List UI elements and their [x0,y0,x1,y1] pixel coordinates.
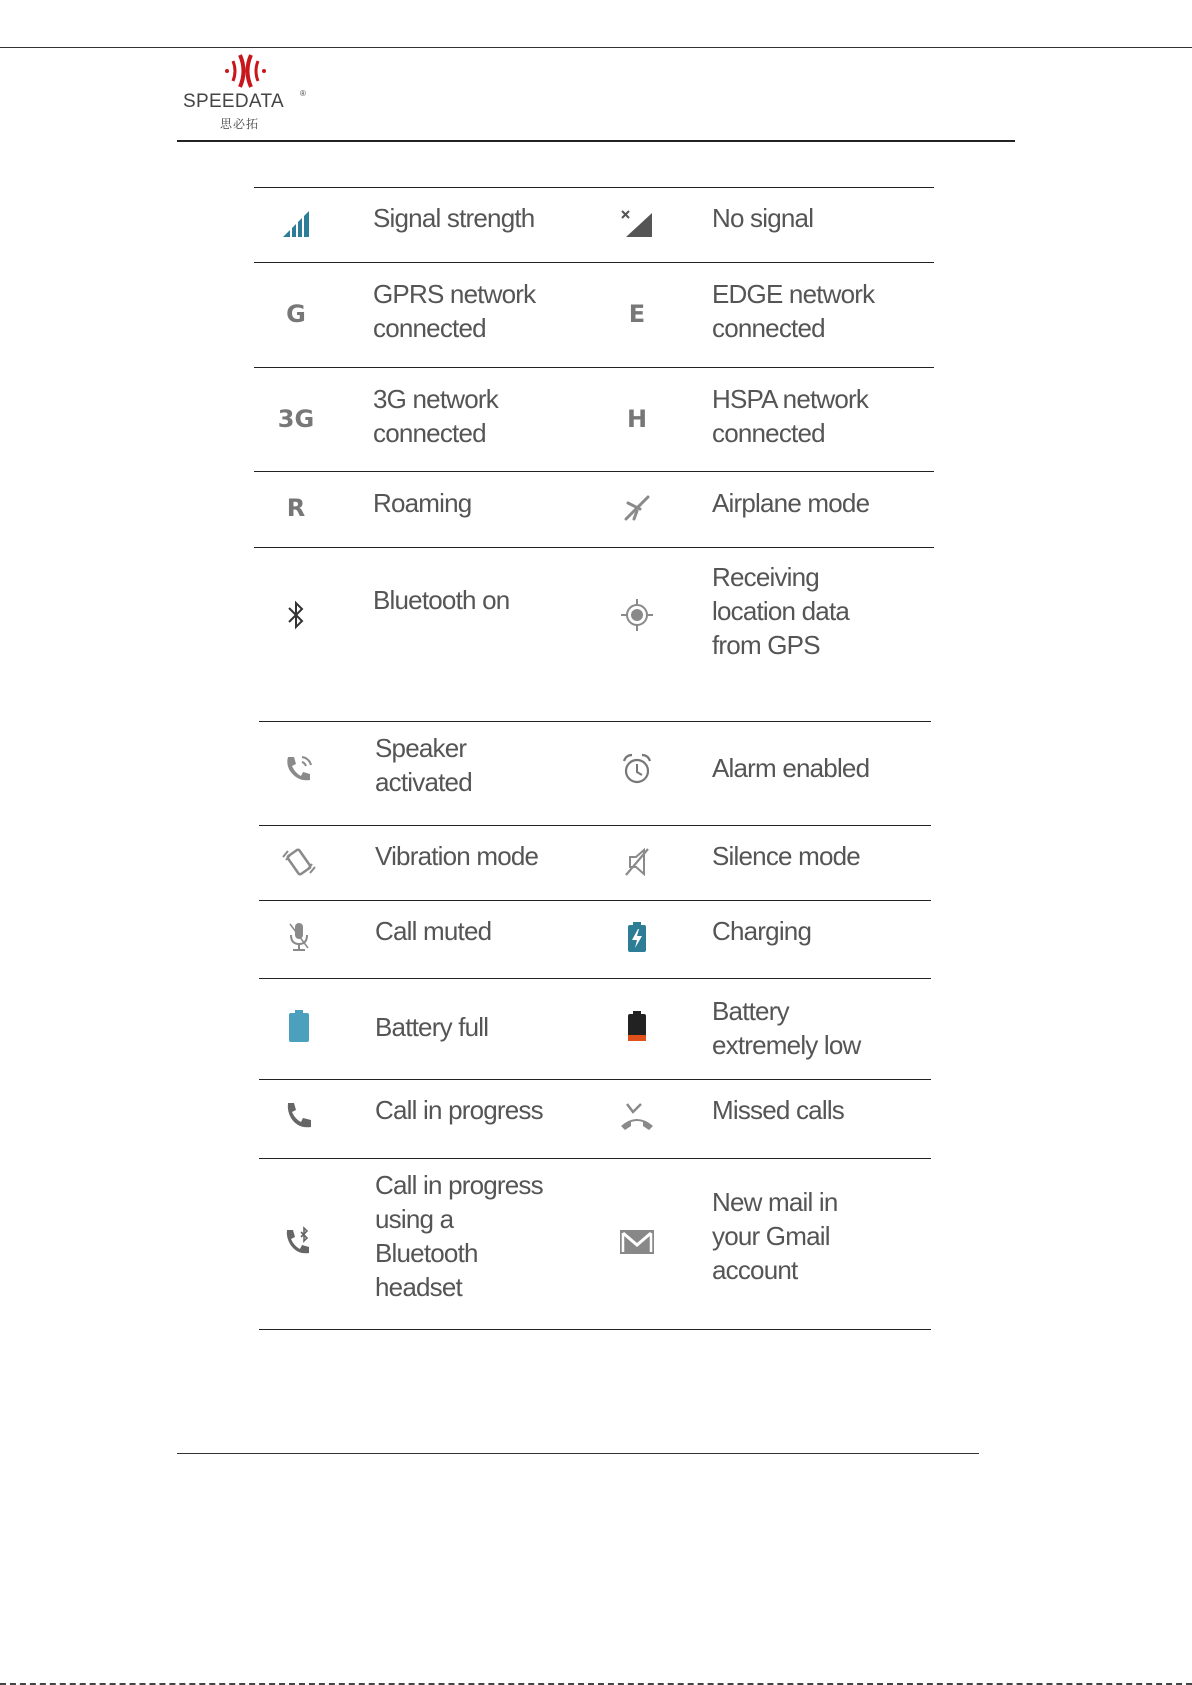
status-description-left [373,201,534,235]
status-description-right-line: HSPA network [712,384,869,414]
roaming-glyph: R [286,494,306,522]
table-row [259,900,931,979]
battery-full-icon [269,1001,329,1051]
status-description-right-line: connected [712,418,825,448]
edge-glyph: E [628,300,646,328]
status-description-right [712,1093,844,1127]
charging-icon [607,912,667,962]
status-description-left [375,1168,543,1304]
status-description-left [375,1093,543,1127]
status-description-left [375,1010,488,1044]
status-description-right-line: your Gmail [712,1221,830,1251]
status-description-left-line: Call muted [375,916,492,946]
status-description-left-line: Call in progress [375,1170,543,1200]
gps-icon [607,590,667,640]
status-description-right-line: New mail in [712,1187,838,1217]
status-description-right-line: account [712,1255,798,1285]
3g-icon [266,394,326,444]
signal-strength-icon [266,199,326,249]
status-description-right-line: Battery [712,996,789,1026]
status-description-right [712,839,860,873]
phone-call-icon [269,1091,329,1141]
gprs-icon [266,289,326,339]
status-description-left-line: Battery full [375,1012,489,1042]
status-description-right [712,201,813,235]
footer-rule [177,1453,979,1454]
status-description-right-line: Missed calls [712,1095,844,1125]
logo-name: SPEEDATA [183,91,284,112]
bluetooth-call-icon [269,1217,329,1267]
status-description-right-line: Charging [712,916,812,946]
status-description-right-line: from GPS [712,630,820,660]
status-description-left-line: Speaker [375,733,467,763]
hspa-icon [607,394,667,444]
status-description-right [712,382,868,450]
vibration-icon [269,837,329,887]
status-description-left-line: headset [375,1272,462,1302]
status-description-left-line: using a [375,1204,454,1234]
no-signal-icon [607,199,667,249]
status-description-right-line: Receiving [712,562,819,592]
battery-low-icon [607,1001,667,1051]
status-description-left-line: activated [375,767,472,797]
logo-registered-mark: ® [300,89,306,98]
status-description-right-line: location data [712,596,850,626]
bluetooth-icon [266,590,326,640]
status-description-right-line: extremely low [712,1030,861,1060]
status-description-right-line: Silence mode [712,841,860,871]
status-description-left-line: Roaming [373,488,472,518]
alarm-icon [607,744,667,794]
gmail-icon [607,1217,667,1267]
status-description-left [373,486,471,520]
status-description-left-line: connected [373,313,486,343]
status-description-right [712,486,869,520]
status-description-left-line: 3G network [373,384,498,414]
3g-glyph: 3G [277,405,315,433]
gprs-glyph: G [286,300,306,328]
status-description-right-line: Alarm enabled [712,753,870,783]
airplane-icon [607,483,667,533]
status-description-left [375,914,491,948]
status-description-left [375,731,472,799]
status-description-left [373,583,509,617]
status-description-right-line: connected [712,313,825,343]
status-description-right [712,914,811,948]
status-description-left-line: Signal strength [373,203,535,233]
status-description-left-line: Vibration mode [375,841,539,871]
status-description-right [712,751,869,785]
status-description-right [712,1185,838,1287]
roaming-icon [266,483,326,533]
status-description-left-line: Bluetooth [375,1238,478,1268]
status-description-right [712,277,874,345]
edge-icon [607,289,667,339]
status-description-left [373,382,498,450]
status-description-left-line: connected [373,418,486,448]
status-description-left-line: Bluetooth on [373,585,510,615]
hspa-glyph: H [626,405,648,433]
status-description-right [712,560,849,662]
status-description-left-line: GPRS network [373,279,536,309]
logo-chinese-name: 思必拓 [220,117,260,131]
status-description-left [373,277,535,345]
speaker-call-icon [269,744,329,794]
missed-call-icon [607,1091,667,1141]
status-description-left-line: Call in progress [375,1095,543,1125]
status-description-right-line: No signal [712,203,814,233]
mic-muted-icon [269,912,329,962]
status-description-right-line: EDGE network [712,279,875,309]
status-description-right-line: Airplane mode [712,488,870,518]
silence-icon [607,837,667,887]
status-description-left [375,839,538,873]
status-description-right [712,994,861,1062]
table-row [254,187,934,263]
